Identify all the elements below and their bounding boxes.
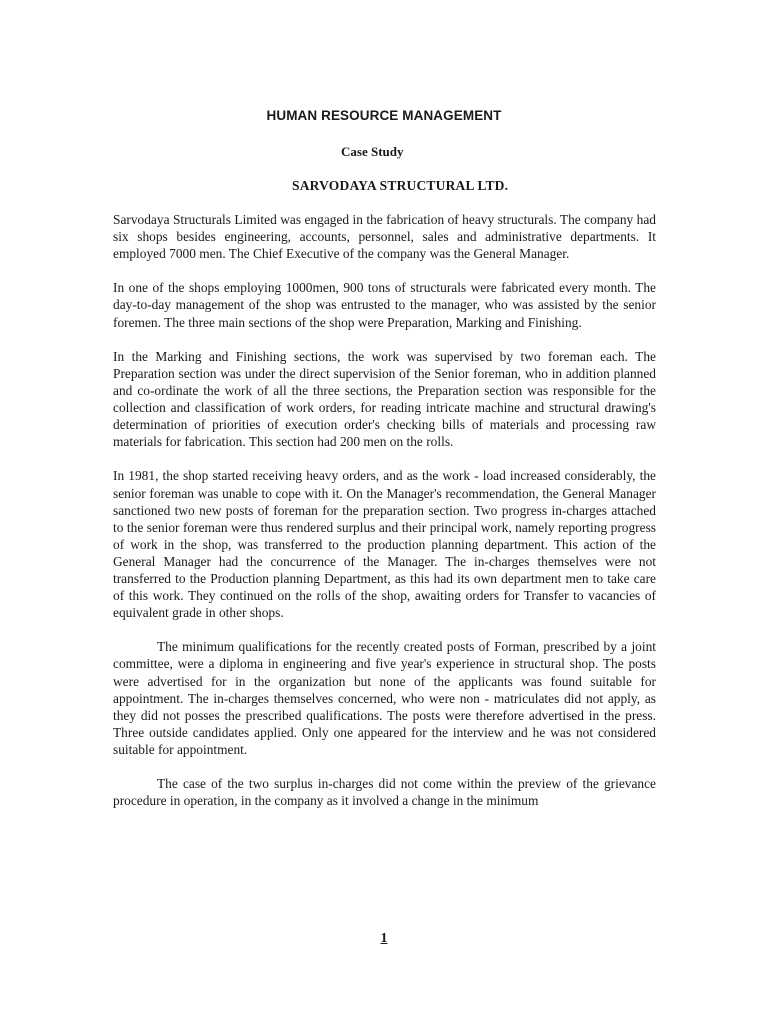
document-subtitle: Case Study (341, 144, 404, 159)
paragraph-3: In the Marking and Finishing sections, the work was supervised by two foreman each. The Preparation section was under the direct supervision of the Senior foreman, who in addition planned and co-ordinate the work of all the three sections, the Preparation section was responsible for the collection and classification of work orders, for reading intricate machine and structural drawing's determination of priorities of execution order's checking bills of materials and processing raw materials for fabrication. This section had 200 men on the rolls. (113, 348, 656, 450)
paragraph-4: In 1981, the shop started receiving heavy orders, and as the work - load increased considerably, the senior foreman was unable to cope with it. On the Manager's recommendation, the General Manager sanctioned two new posts of foreman for the preparation section. Two progress in-charges attached to the senior foreman were thus rendered surplus and their principal work, namely reporting progress of work in the shop, was transferred to the production planning department. This action of the General Manager had the concurrence of the Manager. The in-charges themselves were not transferred to the Production planning Department, as this had its own department men to take care of this work. They continued on the rolls of the shop, awaiting orders for Transfer to vacancies of equivalent grade in other shops. (113, 468, 656, 621)
paragraph-2: In one of the shops employing 1000men, 900 tons of structurals were fabricated every month. The day-to-day management of the shop was entrusted to the manager, who was assisted by the senior foremen. The three main sections of the shop were Preparation, Marking and Finishing. (113, 280, 656, 330)
page-number: 1 (380, 931, 388, 946)
company-name-heading: SARVODAYA STRUCTURAL LTD. (292, 178, 509, 193)
document-title: HUMAN RESOURCE MANAGEMENT (266, 108, 502, 123)
paragraph-1: Sarvodaya Structurals Limited was engaged in the fabrication of heavy structurals. The company had six shops besides engineering, accounts, personnel, sales and administrative departments. It employed 7000 men. The Chief Executive of the company was the General Manager. (113, 212, 656, 262)
paragraph-6: The case of the two surplus in-charges did not come within the preview of the grievance procedure in operation, in the company as it involved a change in the minimum (113, 776, 656, 809)
document-body (113, 211, 656, 826)
paragraph-5: The minimum qualifications for the recently created posts of Forman, prescribed by a joint committee, were a diploma in engineering and five year's experience in structural shop. The posts were advertised for in the organization but none of the applicants was found suitable for appointment. The in-charges themselves concerned, who were non - matriculates did not apply, as they did not posses the prescribed qualifications. The posts were therefore advertised in the press. Three outside candidates applied. Only one appeared for the interview and he was not considered suitable for appointment. (113, 639, 656, 757)
